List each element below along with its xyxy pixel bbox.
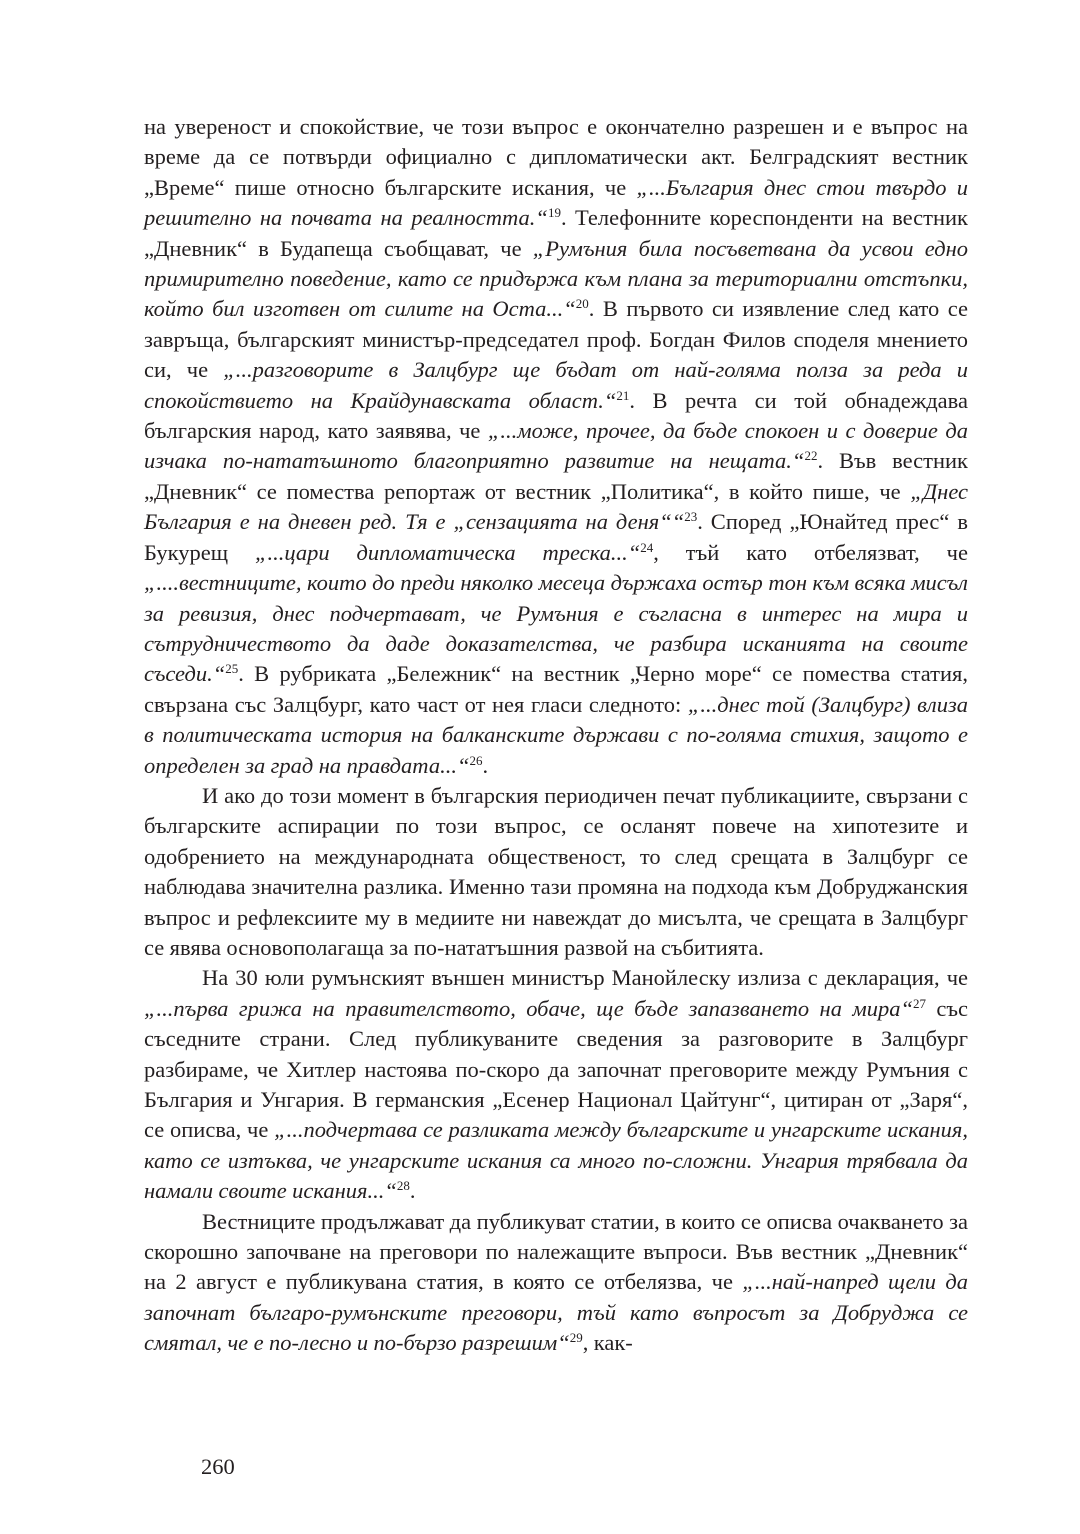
quote-text: „...може, прочее, да бъде спокоен и с доверие да изчака по-нататъшното благоприятно развитие на нещата.“ bbox=[144, 418, 968, 474]
quote-text: „...днес той (Залцбург) влиза в политическата история на балканските държави с по-голяма стихия, защото е определен за град на правдата...“ bbox=[144, 691, 968, 778]
quote-text: „...разговорите в Залцбург ще бъдат от най-голяма полза за реда и спокойствието на Крайдунавската област.“ bbox=[144, 357, 968, 413]
footnote-ref: 28 bbox=[396, 1178, 410, 1194]
quote-text: „...България днес стои твърдо и решително на почвата на реалността.“ bbox=[144, 174, 968, 231]
page-number: 260 bbox=[201, 1454, 235, 1479]
footnote-ref: 23 bbox=[684, 509, 698, 525]
paragraph bbox=[144, 781, 968, 963]
body-text: И ако до този момент в българския периодичен печат публикациите, свързани с българските аспирации по този въпрос, се осланят повече на хипотезите и одобрението на международната общественост, то след срещата в Залцбург се наблюдава значителна разлика. Именно тази промяна на подхода към Добруджанския въпрос и рефлексиите му в медиите ни навеждат до мисълта, че срещата в Залцбург се явява основополагаща за по-нататъшния развой на събитията. bbox=[144, 782, 968, 960]
footnote-ref: 21 bbox=[616, 387, 630, 403]
footnote-ref: 20 bbox=[575, 296, 589, 312]
quote-text: „...подчертава се разликата между българските и унгарските искания, като се изтъква, че унгарските искания са много по-сложни. Унгария трябвала да намали своите искания...“ bbox=[144, 1117, 968, 1204]
body-text: , как- bbox=[582, 1330, 633, 1356]
body-text: . Във вестник „Дневник“ се помества репортаж от вестник „Политика“, в който пише, че bbox=[144, 448, 968, 504]
quote-text: „....вестниците, които до преди няколко месеца държаха остър тон към всяка мисъл за ревизия, днес подчертават, че Румъния е съгласна в интерес на мира и сътрудничеството да даде доказателства, че разбира исканията на своите съседи.“ bbox=[144, 570, 968, 687]
quote-text: „...цари дипломатическа треска...“ bbox=[254, 539, 641, 565]
body-text: на увереност и спокойствие, че този въпрос е окончателно разрешен и е въпрос на време да се потвърди официално с дипломатически акт. Белградският вестник „Време“ пише относно българските искания, че bbox=[144, 114, 968, 200]
paragraph bbox=[144, 1207, 968, 1359]
paragraph bbox=[144, 112, 968, 781]
body-text: . Телефонните кореспонденти на вестник „Дневник“ в Будапеща съобщават, че bbox=[144, 205, 968, 261]
paragraph bbox=[144, 963, 968, 1206]
footnote-ref: 29 bbox=[569, 1330, 583, 1346]
footnote-ref: 25 bbox=[225, 661, 239, 677]
body-text: . В първото си изявление след като се завръща, българският министър-председател проф. Богдан Филов споделя мнението си, че bbox=[144, 296, 968, 383]
footnote-ref: 27 bbox=[912, 995, 926, 1011]
body-text: Вестниците продължават да публикуват статии, в които се описва очакването за скорошно започване на преговори по належащите въпроси. Във вестник „Дневник“ на 2 август е публикувана статия, в която се отбелязва, че bbox=[144, 1208, 968, 1295]
body-text: . bbox=[482, 752, 489, 778]
body-text: . bbox=[409, 1178, 416, 1204]
body-text: . В рубриката „Бележник“ на вестник „Черно море“ се помества статия, свързана със Залцбург, като част от нея гласи следното: bbox=[144, 661, 968, 717]
footnote-ref: 22 bbox=[804, 448, 818, 464]
body-text: На 30 юли румънският външен министър Манойлеску излиза с декларация, че bbox=[202, 965, 968, 991]
footnote-ref: 19 bbox=[547, 205, 561, 221]
quote-text: „Днес България е на дневен ред. Тя е „сензацията на деня““ bbox=[144, 478, 968, 535]
quote-text: „Румъния била посъветвана да усвои едно примирително поведение, като се придържа към плана за териториални отстъпки, който бил изготвен от силите на Оста...“ bbox=[144, 235, 968, 322]
quote-text: „...най-напред щели да започнат българо-румънските преговори, тъй като въпросът за Добруджа се смятал, че е по-лесно и по-бързо разрешим“ bbox=[144, 1269, 969, 1356]
footnote-ref: 26 bbox=[469, 752, 483, 768]
body-text: . В речта си той обнадеждава българския народ, като заявява, че bbox=[144, 387, 968, 444]
footnote-ref: 24 bbox=[640, 539, 654, 555]
text-body bbox=[144, 112, 968, 1359]
body-text: , тъй като отбелязват, че bbox=[653, 539, 968, 565]
body-text: . Според „Юнайтед прес“ в Букурещ bbox=[144, 509, 968, 565]
body-text: със съседните страни. След публикуваните сведения за разговорите в Залцбург разбираме, че Хитлер настоява по-скоро да започнат преговорите между Румъния с България и Унгария. В германския „Есенер Национал Цайтунг“, цитиран от „Заря“, се описва, че bbox=[144, 995, 968, 1143]
quote-text: „...първа грижа на правителството, обаче, ще бъде запазването на мира“ bbox=[144, 995, 913, 1021]
